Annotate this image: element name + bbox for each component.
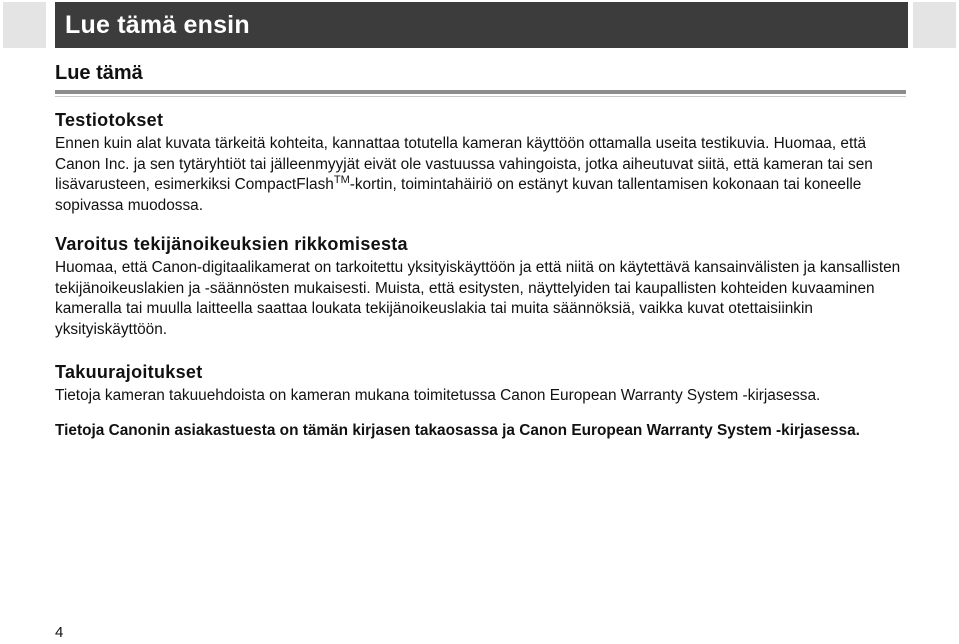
- warranty-limits-heading: Takuurajoitukset: [55, 362, 203, 382]
- trademark-mark: TM: [333, 173, 350, 186]
- test-shots-text-before: Ennen kuin alat kuvata tärkeitä kohteita, kannattaa totutella kameran käyttöön ottamalla useita testikuvia. Huomaa, että Canon Inc. ja sen tytäryhtiöt tai jälleenmyyjät eivät ole vastuussa vahingoista, jotka aiheutuvat siitä, että kameran tai sen lisävarusteen, esimerkiksi CompactFlash: [55, 135, 873, 193]
- section-divider-thin: [55, 96, 906, 97]
- section-divider: [55, 90, 906, 94]
- left-tab-marker: [3, 2, 46, 48]
- customer-support-note: Tietoja Canonin asiakastuesta on tämän kirjasen takaosassa ja Canon European Warranty System -kirjasessa.: [55, 421, 860, 439]
- test-shots-text-after: -kortin, toimintahäiriö on estänyt kuvan tallentamisen kokonaan tai koneelle sopivassa muodossa.: [55, 176, 862, 214]
- warranty-limits-paragraph: Tietoja kameran takuuehdoista on kameran mukana toimitetussa Canon European Warranty System -kirjasessa.: [55, 387, 821, 404]
- section-title: Lue tämä: [55, 62, 143, 84]
- page-title: Lue tämä ensin: [65, 10, 250, 39]
- page-number: 4: [55, 624, 64, 641]
- warranty-limits-section: [55, 358, 915, 407]
- test-shots-section: [55, 106, 915, 216]
- right-tab-marker: [913, 2, 956, 48]
- header-bar: [55, 2, 908, 48]
- copyright-warning-section: [55, 230, 915, 340]
- content-area: [55, 106, 915, 441]
- copyright-warning-heading: Varoitus tekijänoikeuksien rikkomisesta: [55, 234, 408, 254]
- test-shots-heading: Testiotokset: [55, 110, 164, 130]
- copyright-warning-paragraph: Huomaa, että Canon-digitaalikamerat on tarkoitettu yksityiskäyttöön ja että niitä on käytettävä kansainvälisten ja kansallisten tekijänoikeuslakien ja -säännösten mukaisesti. Muista, että esitysten, näyttelyiden tai kaupallisten kohteiden kuvaaminen kameralla tai muulla laitteella saattaa loukata tekijänoikeuslakia tai muita säännöksiä, vaikka kuvat otettaisiinkin yksityiskäyttöön.: [55, 259, 901, 338]
- test-shots-paragraph: [55, 134, 915, 216]
